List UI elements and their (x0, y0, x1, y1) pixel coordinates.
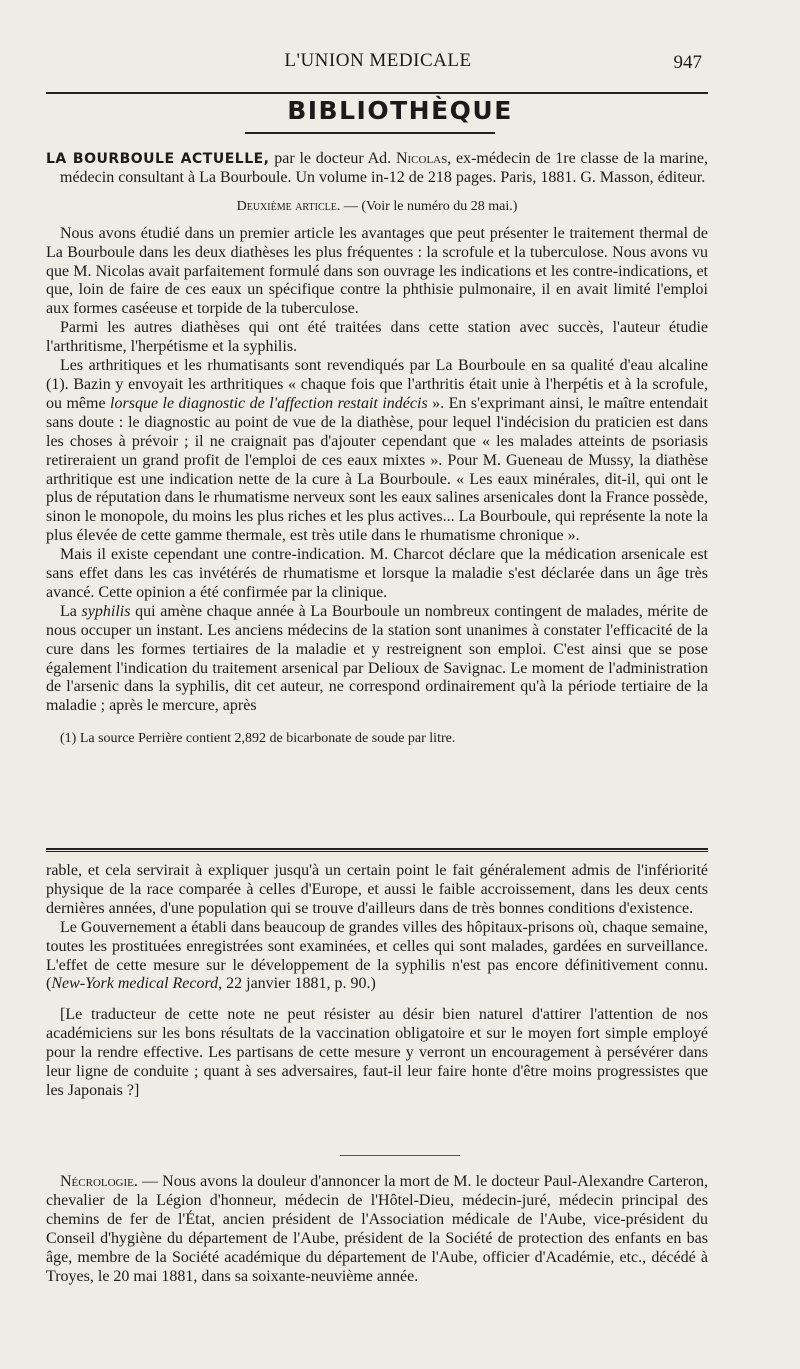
book-citation (46, 150, 708, 188)
author-name: Nicolas (395, 150, 448, 167)
header-rule (46, 92, 708, 94)
byline-rest: , ex-médecin de 1re classe de la marine, médecin consultant à La Bourboule. Un volume in-12 de 218 pages. Paris, 1881. G. Masson, éditeur. (60, 150, 709, 186)
byline-intro: par le docteur Ad. (274, 150, 392, 167)
necrologie-section (46, 1173, 708, 1286)
review-paragraph: Nous avons étudié dans un premier article les avantages que peut présenter le traitement thermal de La Bourboule dans les deux diathèses les plus fréquentes : la scrofule et la tuberculose. Nous avons vu que M. Nicolas avait parfaitement formulé dans son ouvrage les indications et les contre-indications, et que, loin de faire de ces eaux un spécifique contre la phthisie pulmonaire, il en avait limité l'emploi aux formes caséeuse et torpide de la tuberculose. (46, 224, 708, 318)
short-divider (340, 1155, 460, 1156)
paragraph-text: qui amène chaque année à La Bourboule un nombreux contingent de malades, mérite de nous occuper un instant. Les anciens médecins de la station sont unanimes à constater l'efficacité de la cure dans les formes tertiaires de la maladie et y restreignent son emploi. C'est ainsi que se pose également l'indication du traitement arsenical par Delioux de Savignac. Le moment de l'administration de l'arsenic dans la syphilis, dit cet auteur, ne correspond ordinairement qu'à la période tertiaire de la maladie ; après le mercure, après (46, 602, 709, 715)
review-paragraph (46, 357, 708, 546)
article-label: Deuxième article. (236, 198, 341, 214)
translator-note: [Le traducteur de cette note ne peut résister au désir bien naturel d'attirer l'attention de nos académiciens sur les bons résultats de la vaccination obligatoire et sur le moyen fort simple employé pour la rendre effective. Les partisans de cette mesure y verront un encouragement à persévérer dans leur ligne de conduite ; quant à ses adversaires, faut-il leur faire honte d'être moins progressistes que les Japonais ?] (46, 1006, 708, 1099)
article-reference (46, 198, 708, 217)
review-paragraph: Mais il existe cependant une contre-indication. M. Charcot déclare que la médication arsenicale est sans effet dans les cas invétérés de rhumatisme et lorsque la maladie s'est déclarée dans un âge très avancé. Cette opinion a été confirmée par la clinique. (46, 546, 708, 601)
section-divider (46, 848, 708, 852)
review-paragraph (46, 603, 708, 716)
italic-term: syphilis (81, 602, 131, 620)
section-underline (245, 132, 495, 134)
page-header (48, 50, 708, 80)
continued-article (46, 862, 708, 1101)
article-paragraph (46, 919, 708, 995)
article-paragraph: rable, et cela servirait à expliquer jusqu'à un certain point le fait généralement admis de l'infériorité physique de la race comparée à celles d'Europe, et aussi le faible accroissement, dans les deux cents dernières années, d'une population qui se trouve d'ailleurs dans de très bonnes conditions d'existence. (46, 862, 708, 917)
italic-quote: lorsque le diagnostic de l'affection restait indécis (110, 394, 428, 412)
article-ref: — (Voir le numéro du 28 mai.) (340, 198, 518, 214)
section-title: BIBLIOTHÈQUE (287, 96, 513, 125)
paragraph-text: La (60, 602, 82, 620)
paragraph-text: 22 janvier 1881, p. 90.) (222, 975, 376, 993)
running-title: L'UNION MEDICALE (284, 50, 472, 71)
book-title: LA BOURBOULE ACTUELLE, (46, 151, 270, 167)
necrologie-text: — Nous avons la douleur d'annoncer la mort de M. le docteur Paul-Alexandre Carteron, chevalier de la Légion d'honneur, médecin de l'Hôtel-Dieu, médecin-juré, médecin principal des chemins de fer de l'État, ancien président de l'Association médicale de l'Aube, vice-président du Conseil d'hygiène du département de l'Aube, président de la Société de protection des enfants en bas âge, membre de la Société académique du département de l'Aube, officier d'Académie, etc., décédé à Troyes, le 20 mai 1881, dans sa soixante-neuvième année. (46, 1173, 708, 1285)
paragraph-text: ». En s'exprimant ainsi, le maître entendait sans doute : le diagnostic au point de vue de la diathèse, pour lequel l'indécision du praticien est dans les choses à prévoir ; il ne craignait pas d'ajouter cependant que « les malades atteints de psoriasis retireraient un grand profit de l'emploi de ces eaux mixtes ». Pour M. Gueneau de Mussy, la diathèse arthritique est une indication nette de la cure à La Bourboule. « Les eaux minérales, dit-il, qui ont le plus de réputation dans le rhumatisme nerveux sont les eaux salines arsenicales dont la France possède, sinon le monopole, du moins les plus riches et les plus actives... La Bourboule, qui représente la note la plus élevée de cette gamme thermale, est très utile dans le rhumatisme chronique ». (46, 394, 709, 545)
review-paragraph: Parmi les autres diathèses qui ont été traitées dans cette station avec succès, l'auteur étudie l'arthritisme, l'herpétisme et la syphilis. (46, 319, 708, 356)
review-article (46, 150, 708, 749)
paragraph-text: Les arthritiques et les rhumatisants sont revendiqués par La Bourboule en sa qualité d'eau alcaline (1). Bazin y envoyait les arthritiques « chaque fois que l'arthritis était unie à l'herpétis et à la scrofule, ou même (46, 357, 708, 412)
necrologie-paragraph (46, 1173, 708, 1286)
paragraph-text: Le Gouvernement a établi dans beaucoup de grandes villes des hôpitaux-prisons où, chaque semaine, toutes les prostituées enregistrées sont examinées, et celles qui sont malades, gardées en surveillance. L'effet de cette mesure sur le développement de la syphilis n'est pas encore définitivement connu. ( (46, 918, 708, 993)
necrologie-label: Nécrologie. (60, 1173, 138, 1190)
journal-citation: New-York medical Record, (51, 975, 223, 993)
footnote: (1) La source Perrière contient 2,892 de bicarbonate de soude par litre. (60, 731, 456, 747)
page-number: 947 (673, 52, 702, 73)
